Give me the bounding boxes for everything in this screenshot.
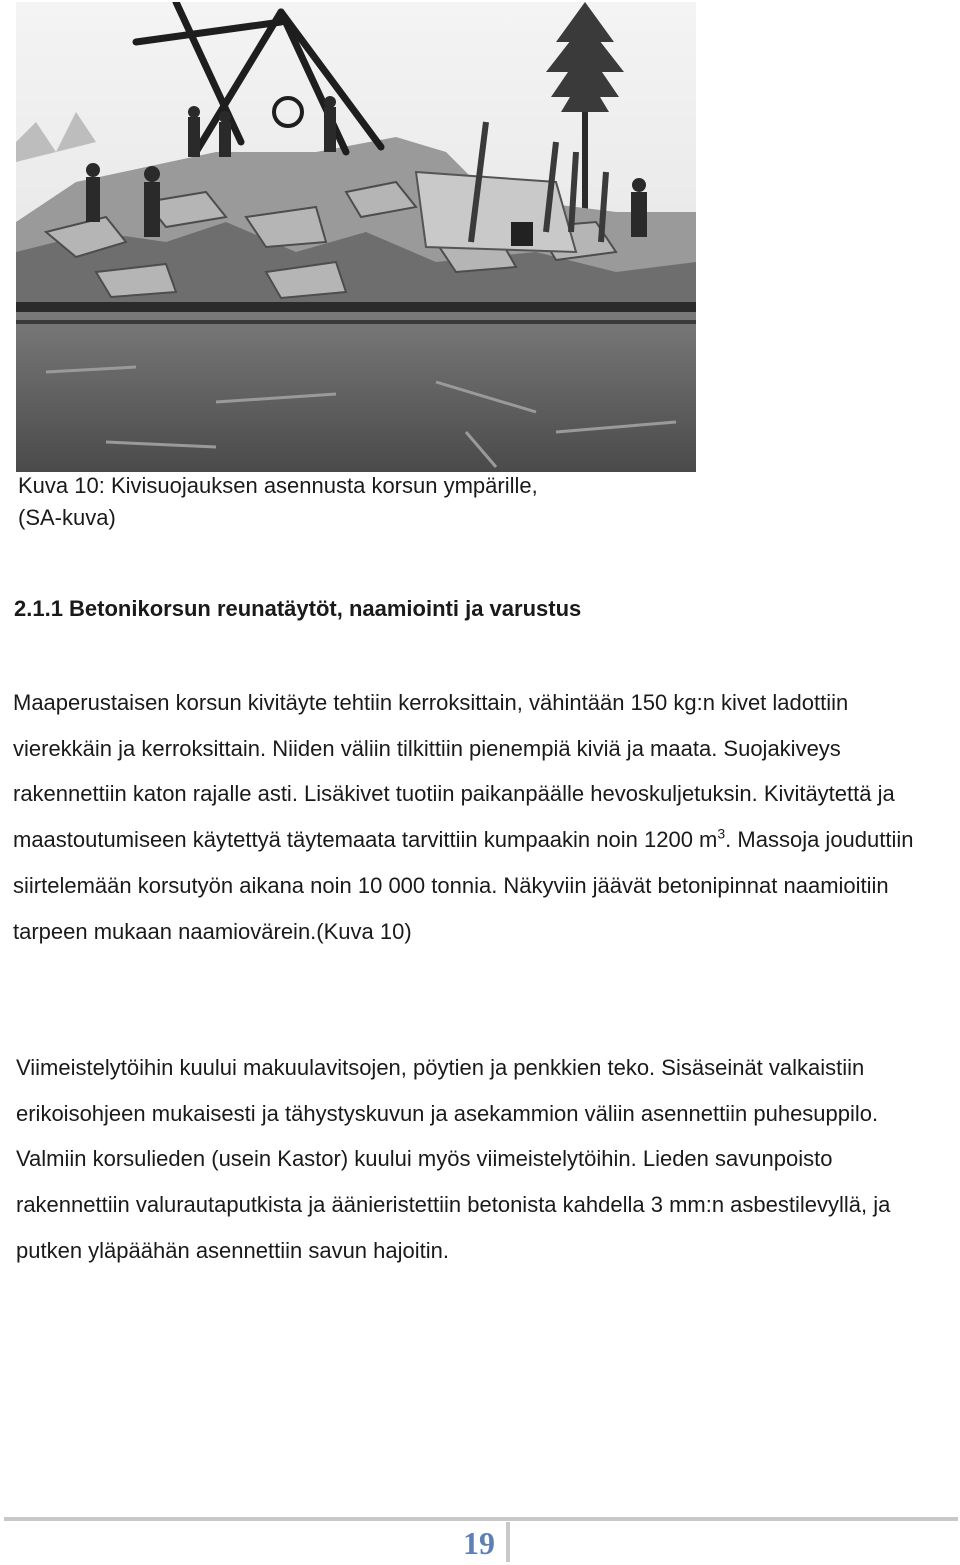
caption-line-1: Kuva 10: Kivisuojauksen asennusta korsun ympärille,: [18, 473, 538, 498]
paragraph-kivitayte: [13, 680, 948, 954]
section-heading: 2.1.1 Betonikorsun reunatäytöt, naamiointi ja varustus: [14, 596, 582, 621]
photo-image-icon: [16, 2, 696, 472]
page-number: 19: [452, 1522, 510, 1562]
superscript-3: 3: [717, 825, 726, 842]
footer-divider: [4, 1517, 958, 1521]
paragraph-viimeistely: Viimeistelytöihin kuului makuulavitsojen, pöytien ja penkkien teko. Sisäseinät valkaistiin erikoisohjeen mukaisesti ja tähystyskuvun ja asekammion väliin asennettiin puhesuppilo. Valmiin korsulieden (usein Kastor) kuului myös viimeistelytöihin. Lieden savunpoisto rakennettiin valurautaputkista ja äänieristettiin betonista kahdella 3 mm:n asbestilevyllä, ja putken yläpäähän asennettiin savun hajoitin.: [16, 1055, 891, 1263]
paragraph-1-text-b: . Massoja jouduttiin siirtelemään korsutyön aikana noin 10 000 tonnia. Näkyviin jäävät betonipinnat naamioitiin tarpeen mukaan naamiovärein.(Kuva 10): [13, 827, 914, 944]
figure-caption: [18, 470, 718, 534]
paragraph-1-text-a: Maaperustaisen korsun kivitäyte tehtiin kerroksittain, vähintään 150 kg:n kivet ladottiin vierekkäin ja kerroksittain. Niiden väliin tilkittiin pienempiä kiviä ja maata. Suojakiveys rakennettiin katon rajalle asti. Lisäkivet tuotiin paikanpäälle hevoskuljetuksin. Kivitäytettä ja maastoutumiseen käytettyä täytemaata tarvittiin kumpaakin noin 1200 m: [13, 690, 895, 853]
bunker-construction-photo: [16, 2, 696, 472]
caption-line-2: (SA-kuva): [18, 505, 116, 530]
